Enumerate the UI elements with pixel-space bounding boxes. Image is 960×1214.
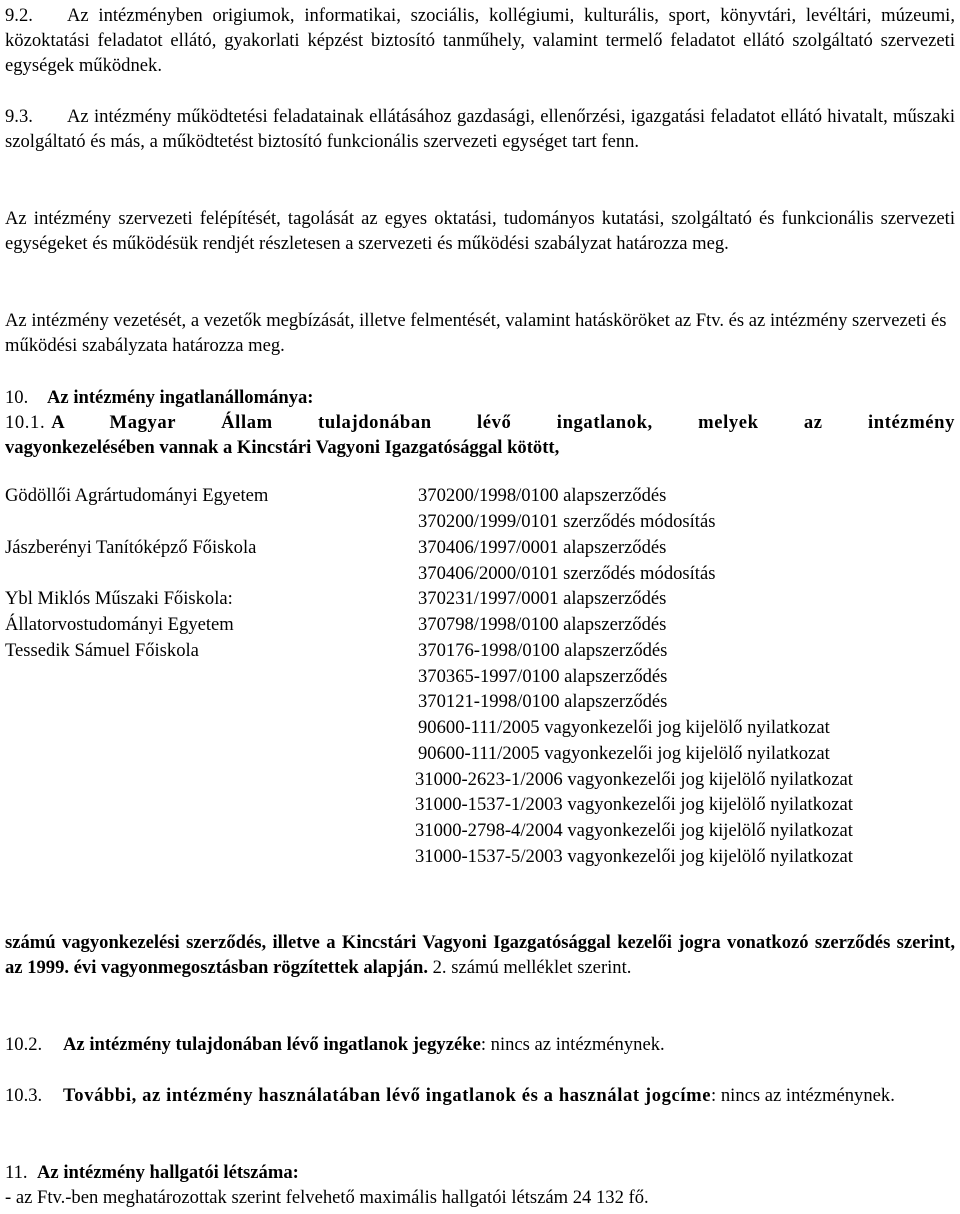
contract-reference: 370231/1997/0001 alapszerződés [418, 588, 667, 609]
institution-name: Állatorvostudományi Egyetem [5, 614, 234, 635]
paragraph-text: Az intézmény működtetési feladatainak ellátásához gazdasági, ellenőrzési, igazgatási feladatot ellátó hivatalt, műszaki szolgáltató és más, a működtetést biztosító funkcionális szervezeti egységet tart fenn. [5, 106, 955, 152]
paragraph-11-text: - az Ftv.-ben meghatározottak szerint felvehető maximális hallgatói létszám 24 132 fő. [5, 1187, 649, 1208]
paragraph-text: Az intézményben origiumok, informatikai, szociális, kollégiumi, kulturális, sport, könyvtári, levéltári, múzeumi, közoktatási feladatot ellátó, gyakorlati képzést biztosító tanműhely, valamint termelő feladatot ellátó szolgáltató szervezeti egységek működnek. [5, 5, 955, 76]
paragraph-organization: Az intézmény szervezeti felépítését, tagolását az egyes oktatási, tudományos kutatási, szolgáltató és funkcionális szervezeti egységeket és működésük rendjét részletesen a szervezeti és működési szabályzat határozza meg. [5, 208, 955, 254]
heading-10-1-line1 [5, 410, 955, 435]
section-number: 10.1. [5, 412, 46, 433]
bold-text: Az intézmény tulajdonában lévő ingatlanok jegyzéke [63, 1034, 481, 1055]
contract-reference: 370406/1997/0001 alapszerződés [418, 537, 667, 558]
contract-reference: 90600-111/2005 vagyonkezelői jog kijelölő nyilatkozat [418, 743, 830, 764]
contract-reference: 370798/1998/0100 alapszerződés [418, 614, 667, 635]
contract-reference: 370406/2000/0101 szerződés módosítás [418, 563, 716, 584]
section-number: 9.3. [5, 106, 33, 127]
contract-reference: 370200/1999/0101 szerződés módosítás [418, 511, 716, 532]
section-number: 11. [5, 1162, 28, 1183]
normal-text: : nincs az intézménynek. [480, 1034, 665, 1055]
contract-reference: 90600-111/2005 vagyonkezelői jog kijelölő nyilatkozat [418, 717, 830, 738]
contract-reference: 31000-1537-1/2003 vagyonkezelői jog kijelölő nyilatkozat [415, 794, 853, 815]
contract-reference: 31000-2623-1/2006 vagyonkezelői jog kijelölő nyilatkozat [415, 769, 853, 790]
heading-title: Az intézmény ingatlanállománya: [47, 387, 314, 408]
paragraph-contract-basis [5, 930, 955, 980]
heading-title: A Magyar Állam tulajdonában lévő ingatlanok, melyek az intézmény [51, 412, 955, 433]
contract-reference: 31000-2798-4/2004 vagyonkezelői jog kijelölő nyilatkozat [415, 820, 853, 841]
bold-text: További, az intézmény használatában lévő ingatlanok és a használat jogcíme [63, 1085, 712, 1106]
normal-text: : nincs az intézménynek. [711, 1085, 895, 1106]
section-number: 9.2. [5, 5, 33, 26]
contract-reference: 370200/1998/0100 alapszerződés [418, 485, 667, 506]
paragraph-9-2 [5, 3, 955, 78]
heading-10 [5, 385, 955, 410]
property-contract-list [5, 485, 960, 885]
contract-reference: 31000-1537-5/2003 vagyonkezelői jog kijelölő nyilatkozat [415, 846, 853, 867]
heading-title: Az intézmény hallgatói létszáma: [37, 1162, 299, 1183]
institution-name: Ybl Miklós Műszaki Főiskola: [5, 588, 233, 609]
normal-text: 2. számú melléklet szerint. [432, 957, 632, 978]
section-number: 10.3. [5, 1085, 43, 1106]
paragraph-10-2 [5, 1032, 955, 1057]
section-number: 10.2. [5, 1034, 43, 1055]
institution-name: Jászberényi Tanítóképző Főiskola [5, 537, 257, 558]
contract-reference: 370176-1998/0100 alapszerződés [418, 640, 668, 661]
contract-reference: 370121-1998/0100 alapszerződés [418, 691, 668, 712]
institution-name: Tessedik Sámuel Főiskola [5, 640, 199, 661]
institution-name: Gödöllői Agrártudományi Egyetem [5, 485, 269, 506]
bold-text: számú vagyonkezelési szerződés, illetve a Kincstári Vagyoni Igazgatósággal kezelői jogra vonatkozó szerződés szerint, az 1999. évi vagyonmegosztásban rögzítettek alapján. [5, 932, 955, 978]
paragraph-9-3 [5, 104, 955, 154]
heading-10-1-line2: vagyonkezelésében vannak a Kincstári Vagyoni Igazgatósággal kötött, [5, 437, 560, 458]
paragraph-10-3 [5, 1083, 955, 1108]
heading-11 [5, 1160, 955, 1185]
section-number: 10. [5, 387, 29, 408]
contract-reference: 370365-1997/0100 alapszerződés [418, 666, 668, 687]
paragraph-leadership: Az intézmény vezetését, a vezetők megbízását, illetve felmentését, valamint hatásköröket az Ftv. és az intézmény szervezeti és működési szabályzata határozza meg. [5, 310, 947, 356]
